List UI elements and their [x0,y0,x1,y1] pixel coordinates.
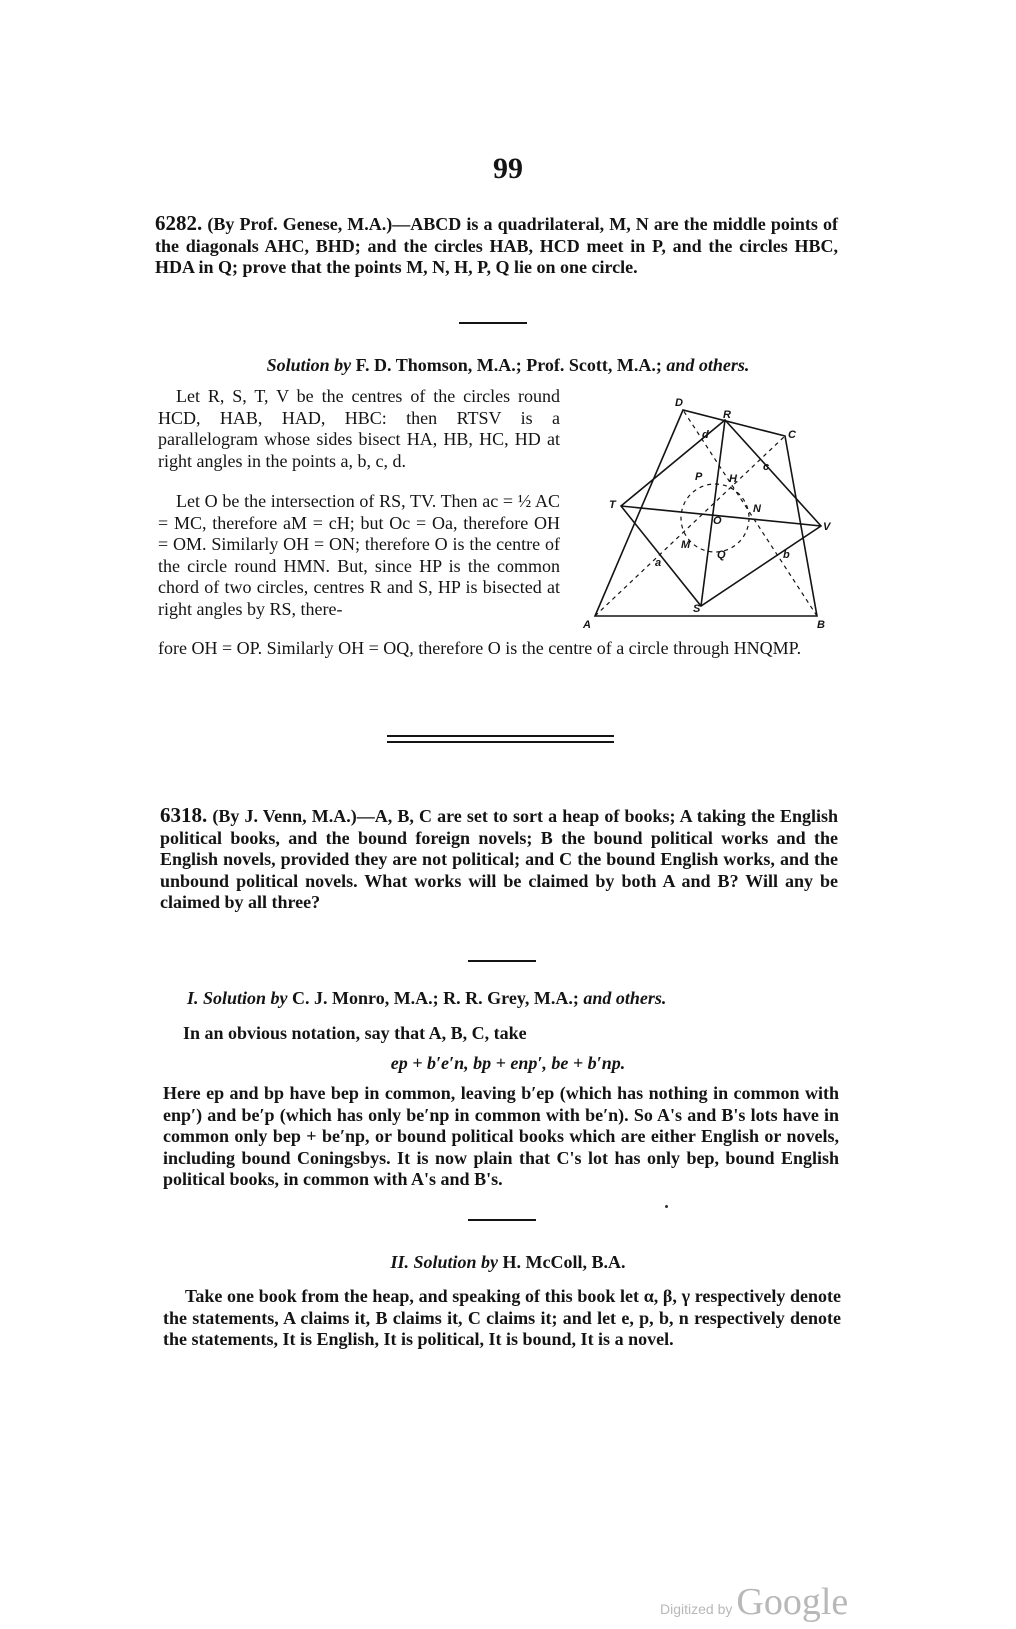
question-6318 [160,805,838,914]
question-number: 6318. [160,803,208,827]
line-rs [701,420,725,606]
solution-6318-1-body [163,1083,839,1191]
section-divider [459,322,527,324]
question-text: —ABCD is a quadrilateral, M, N are the middle points of the diagonals AHC, BHD; and the circles HAB, HCD meet in P, and the circles HBC, HDA in Q; prove that the points M, N, H, P, Q lie on one circle. [155,214,838,277]
quadrilateral-figure [575,390,835,630]
solution-authors: F. D. Thomson, M.A.; Prof. Scott, M.A.; [355,355,662,375]
solution-6282-body-2 [158,491,560,620]
fig-label: c [763,461,770,473]
fig-label: a [655,557,662,569]
solution-authors: C. J. Monro, M.A.; R. R. Grey, M.A.; [292,988,579,1008]
solution-6282-body-3 [158,638,840,660]
section-divider [468,960,536,962]
question-text: —A, B, C are set to sort a heap of books; A taking the English political books, and the bound foreign novels; B the bound political works and the English novels, provided they are not political; and C the bound English works, and the unbound political novels. What works will be claimed by both A and B? Will any be claimed by all three? [160,806,839,912]
diagonal-ac [595,436,785,616]
solution-6318-2-body [163,1286,841,1351]
solution-by-label: Solution by [266,355,352,375]
fig-label: O [713,515,722,527]
solution-heading [0,1252,1016,1273]
question-number: 6282. [155,211,203,235]
watermark-prefix: Digitized by [660,1601,733,1617]
question-author: (By J. Venn, M.A.) [212,806,357,826]
solution-text: Let R, S, T, V be the centres of the circles round HCD, HAB, HAD, HBC: then RTSV is a parallelogram whose sides bisect HA, HB, HC, HD at right angles in the points a, b, c, d. [158,386,560,471]
double-divider-top [387,735,614,737]
fig-label: M [681,539,691,551]
fig-label: P [695,471,703,483]
fig-label: b [783,549,790,561]
double-divider-bottom [387,741,614,743]
fig-label: H [729,473,737,485]
fig-label: A [583,619,591,630]
solution-by-label: II. Solution by [390,1252,499,1272]
notation-formula: ep + b′e′n, bp + enp′, be + b′np. [390,1053,626,1073]
solution-heading [187,988,666,1009]
solution-text: fore OH = OP. Similarly OH = OQ, therefore O is the centre of a circle through HNQMP. [158,638,802,658]
solution-others: and others. [666,355,750,375]
google-logo: Google [736,1581,849,1623]
solution-text: Here ep and bp have bep in common, leaving b′ep (which has nothing in common with enp′) and be′p (which has only be′np in common with be′n). So A's and B's lots have in common only bep + be′np, or bound political books which are either English or novels, including bound Coningsbys. It is now plain that C's lot has only bep, bound English political books, in common with A's and B's. [163,1083,839,1189]
question-6282 [155,213,838,279]
fig-label: B [817,619,825,630]
fig-label: D [675,397,683,409]
fig-label: R [723,409,731,421]
solution-intro: In an obvious notation, say that A, B, C, take [183,1023,527,1043]
page-number: 99 [493,152,523,185]
digitized-watermark [660,1580,848,1624]
fig-label: Q [717,549,726,561]
section-divider [468,1219,536,1221]
solution-by-label: I. Solution by [187,988,288,1008]
fig-label: T [609,499,616,511]
solution-text: Take one book from the heap, and speaking of this book let α, β, γ respectively denote the statements, A claims it, B claims it, C claims it; and let e, p, b, n respectively denote the statements, It is English, It is political, It is bound, It is a novel. [163,1286,841,1349]
fig-label: N [753,503,761,515]
solution-6282-body [158,386,560,472]
question-author: (By Prof. Genese, M.A.) [207,214,393,234]
solution-heading [0,355,1016,376]
solution-text: Let O be the intersection of RS, TV. Then ac = ½ AC = MC, therefore aM = cH; but Oc = Oa, therefore OH = OM. Similarly OH = ON; therefore O is the centre of the circle round HMN. But, since HP is the common chord of two circles, centres R and S, HP is bisected at right angles by RS, there- [158,491,560,619]
speck [665,1205,668,1208]
fig-label: V [823,521,831,533]
solution-authors: H. McColl, B.A. [502,1252,626,1272]
fig-label: C [788,429,796,441]
fig-label: S [693,603,701,615]
solution-others: and others. [583,988,667,1008]
fig-label: d [702,429,709,441]
